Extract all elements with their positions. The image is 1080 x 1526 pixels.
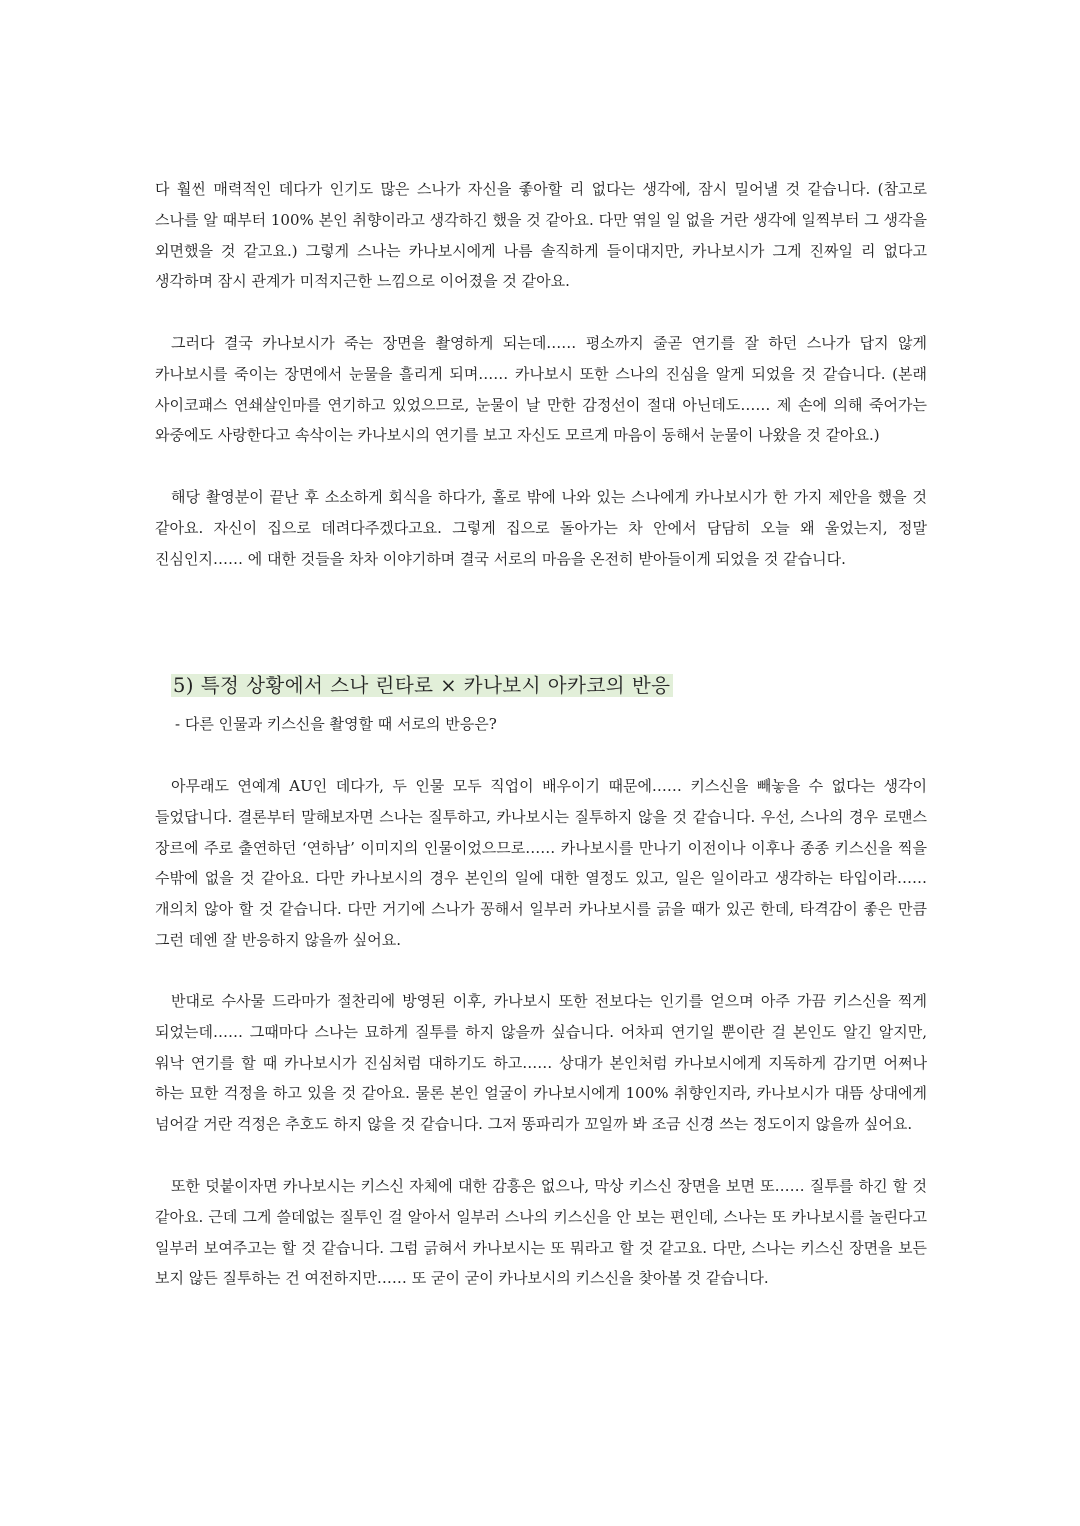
section-heading-text: 5) 특정 상황에서 스나 린타로 × 카나보시 아카코의 반응	[173, 674, 671, 697]
paragraph-kiss-scene-overview: 아무래도 연예계 AU인 데다가, 두 인물 모두 직업이 배우이기 때문에…… 키스신을 빼놓을 수 없다는 생각이 들었답니다. 결론부터 말해보자면 스나는 질투하고, 카나보시는 질투하지 않을 것 같습니다. 우선, 스나의 경우 로맨스 장르에 주로 출연하던 ‘연하남’ 이미지의 인물이었으므로…… 카나보시를 만나기 이전이나 이후나 종종 키스신을 찍을 수밖에 없을 것 같아요. 다만 카나보시의 경우 본인의 일에 대한 열정도 있고, 일은 일이라고 생각하는 타입이라…… 개의치 않아 할 것 같습니다. 다만 거기에 스나가 꽁해서 일부러 카나보시를 긁을 때가 있곤 한데, 타격감이 좋은 만큼 그런 데엔 잘 반응하지 않을까 싶어요.	[155, 777, 927, 949]
paragraph-kanaboshi-reaction: 또한 덧붙이자면 카나보시는 키스신 자체에 대한 감흥은 없으나, 막상 키스신 장면을 보면 또…… 질투를 하긴 할 것 같아요. 근데 그게 쓸데없는 질투인 걸 알아서 일부러 스나의 키스신을 안 보는 편인데, 스나는 또 카나보시를 놀린다고 일부러 보여주고는 할 것 같습니다. 그럼 긁혀서 카나보시는 또 뭐라고 할 것 같고요. 다만, 스나는 키스신 장면을 보든 보지 않든 질투하는 건 여전하지만…… 또 굳이 굳이 카나보시의 키스신을 찾아볼 것 같습니다.	[155, 1177, 927, 1288]
paragraph-filming-death-scene: 그러다 결국 카나보시가 죽는 장면을 촬영하게 되는데…… 평소까지 줄곧 연기를 잘 하던 스나가 답지 않게 카나보시를 죽이는 장면에서 눈물을 흘리게 되며…… 카나보시 또한 스나의 진심을 알게 되었을 것 같습니다. (본래 사이코패스 연쇄살인마를 연기하고 있었으므로, 눈물이 날 만한 감정선이 절대 아닌데도…… 제 손에 의해 죽어가는 와중에도 사랑한다고 속삭이는 카나보시의 연기를 보고 자신도 모르게 마음이 동해서 눈물이 나왔을 것 같아요.)	[155, 334, 927, 445]
section-heading	[171, 670, 673, 702]
paragraph-after-filming: 해당 촬영분이 끝난 후 소소하게 회식을 하다가, 홀로 밖에 나와 있는 스나에게 카나보시가 한 가지 제안을 했을 것 같아요. 자신이 집으로 데려다주겠다고요. 그렇게 집으로 돌아가는 차 안에서 담담히 오늘 왜 울었는지, 정말 진심인지…… 에 대한 것들을 차차 이야기하며 결국 서로의 마음을 온전히 받아들이게 되었을 것 같습니다.	[155, 488, 927, 568]
section-subheading: - 다른 인물과 키스신을 촬영할 때 서로의 반응은?	[175, 715, 497, 733]
paragraph-suna-jealousy: 반대로 수사물 드라마가 절찬리에 방영된 이후, 카나보시 또한 전보다는 인기를 얻으며 아주 가끔 키스신을 찍게 되었는데…… 그때마다 스나는 묘하게 질투를 하지 않을까 싶습니다. 어차피 연기일 뿐이란 걸 본인도 알긴 알지만, 워낙 연기를 할 때 카나보시가 진심처럼 대하기도 하고…… 상대가 본인처럼 카나보시에게 지독하게 감기면 어쩌나 하는 묘한 걱정을 하고 있을 것 같아요. 물론 본인 얼굴이 카나보시에게 100% 취향인지라, 카나보시가 대뜸 상대에게 넘어갈 거란 걱정은 추호도 하지 않을 것 같습니다. 그저 똥파리가 꼬일까 봐 조금 신경 쓰는 정도이지 않을까 싶어요.	[155, 992, 927, 1134]
paragraph-continued-intro: 다 훨씬 매력적인 데다가 인기도 많은 스나가 자신을 좋아할 리 없다는 생각에, 잠시 밀어낼 것 같습니다. (참고로 스나를 알 때부터 100% 본인 취향이라고 생각하긴 했을 것 같아요. 다만 엮일 일 없을 거란 생각에 일찍부터 그 생각을 외면했을 것 같고요.) 그렇게 스나는 카나보시에게 나름 솔직하게 들이대지만, 카나보시가 그게 진짜일 리 없다고 생각하며 잠시 관계가 미적지근한 느낌으로 이어졌을 것 같아요.	[155, 180, 927, 291]
